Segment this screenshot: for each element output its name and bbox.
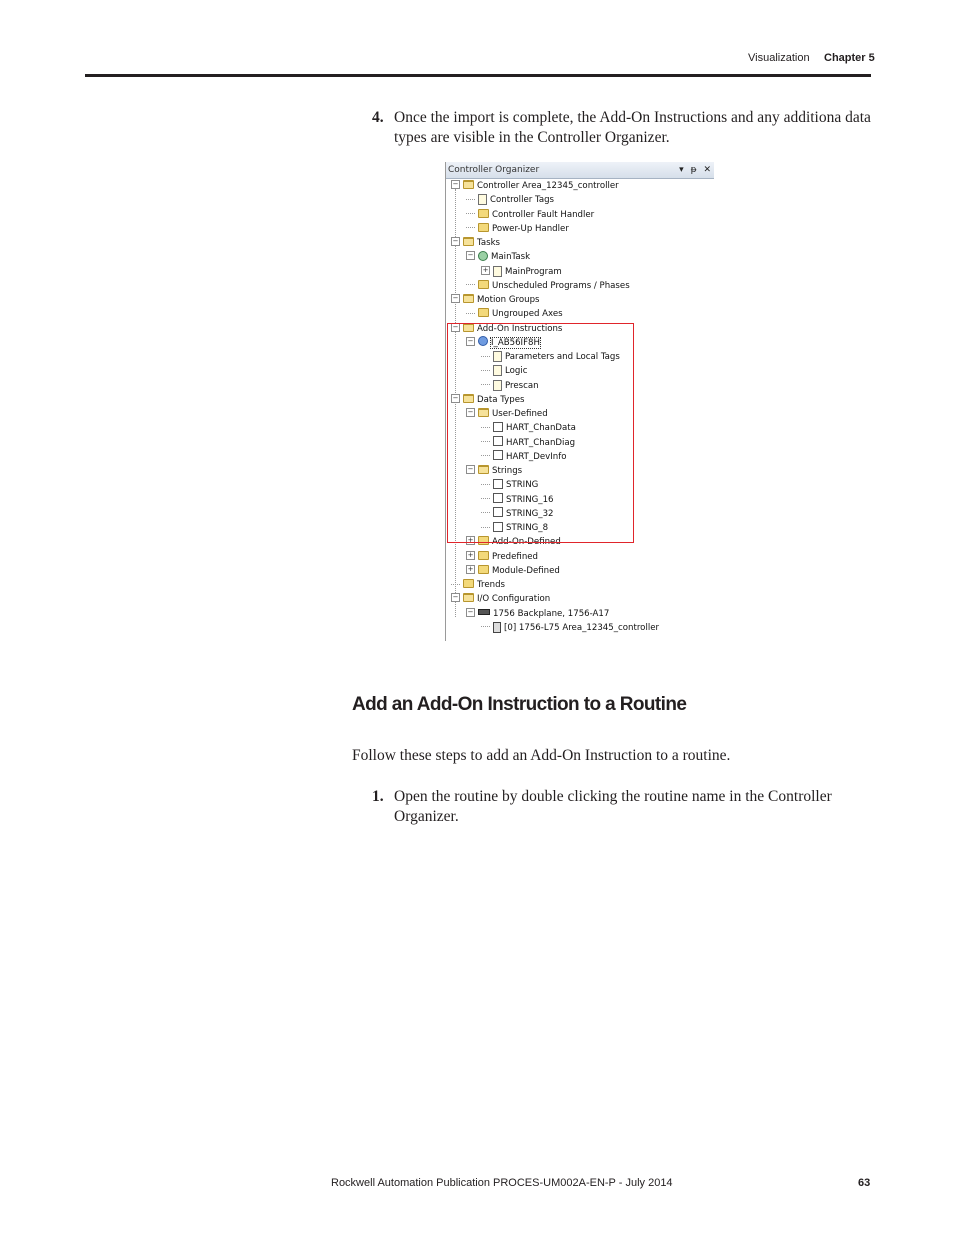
tree-node[interactable]: [466, 208, 594, 222]
header-section-label: Visualization: [748, 52, 810, 64]
aoi-icon: [478, 336, 488, 346]
tree-connector: [481, 434, 490, 442]
controller-organizer-panel: [445, 162, 714, 641]
doc-icon: [493, 380, 502, 391]
tree-connector: [481, 363, 490, 371]
tree-connector: [451, 577, 460, 585]
tree-node[interactable]: [466, 222, 569, 236]
dt-icon: [493, 450, 503, 460]
folder-open-icon: [463, 180, 474, 189]
header-rule: [85, 74, 871, 77]
collapse-icon[interactable]: −: [452, 180, 459, 188]
tree-node[interactable]: [481, 350, 620, 364]
tree-node-label: Logic: [505, 366, 528, 377]
collapse-icon[interactable]: −: [467, 408, 474, 416]
tree-node[interactable]: [481, 450, 567, 464]
collapse-icon[interactable]: −: [452, 593, 459, 602]
tree-connector: [481, 619, 490, 627]
tree-node-label: Ungrouped Axes: [492, 309, 563, 320]
tree-node-label: 1756 Backplane, 1756-A17: [493, 608, 610, 619]
tree-connector: [481, 520, 490, 528]
tree-node[interactable]: [466, 250, 530, 264]
step-4: [372, 108, 872, 148]
tree-node[interactable]: [481, 379, 539, 393]
tree-node-label: STRING: [506, 480, 539, 491]
doc-icon: [493, 351, 502, 362]
step-number: 1.: [372, 788, 384, 805]
dt-icon: [493, 479, 503, 489]
folder-open-icon: [463, 323, 474, 332]
dt-icon: [493, 493, 503, 503]
expand-icon[interactable]: +: [467, 564, 474, 573]
tree-connector: [466, 192, 475, 200]
tree-node[interactable]: [466, 535, 561, 549]
folder-icon: [463, 579, 474, 588]
folder-icon: [478, 223, 489, 232]
tree-node[interactable]: [466, 550, 538, 564]
collapse-icon[interactable]: −: [452, 237, 459, 245]
tree-node[interactable]: [481, 521, 548, 535]
tree-node-label: Prescan: [505, 380, 539, 391]
tree-node-label: Add-On Instructions: [477, 323, 563, 334]
expand-icon[interactable]: +: [467, 550, 474, 559]
tree-node[interactable]: [481, 621, 659, 635]
tree-node-label: Add-On-Defined: [492, 537, 561, 548]
tree-node[interactable]: [481, 265, 562, 279]
folder-icon: [478, 209, 489, 218]
tree-node[interactable]: [466, 307, 563, 321]
tree-node[interactable]: [451, 293, 540, 307]
tree-node-label: STRING_8: [506, 523, 549, 533]
tree-node-label: I_AB56IF8H: [491, 337, 540, 348]
tree-node[interactable]: [466, 279, 630, 293]
footer-page-number: 63: [858, 1177, 871, 1189]
collapse-icon[interactable]: −: [467, 607, 474, 616]
folder-open-icon: [478, 465, 489, 474]
organizer-tree: [446, 179, 714, 641]
tree-node[interactable]: [451, 179, 619, 193]
tree-node-label: MainTask: [491, 252, 531, 263]
folder-open-icon: [463, 294, 474, 303]
folder-icon: [478, 565, 489, 574]
module-icon: [493, 622, 501, 633]
tree-connector: [466, 206, 475, 214]
tree-node-label: I/O Configuration: [477, 594, 551, 605]
dt-icon: [493, 422, 503, 432]
tree-node[interactable]: [451, 578, 505, 592]
collapse-icon[interactable]: −: [452, 294, 459, 302]
tree-node-label: STRING_32: [506, 508, 554, 519]
tree-node[interactable]: [451, 393, 524, 407]
close-icon[interactable]: ✕: [703, 165, 711, 175]
folder-open-icon: [463, 394, 474, 403]
dt-icon: [493, 522, 503, 532]
tree-node-label: Trends: [477, 580, 505, 590]
intro-paragraph: Follow these steps to add an Add-On Instruction to a routine.: [352, 747, 731, 764]
tree-node-label: HART_ChanDiag: [506, 437, 576, 448]
collapse-icon[interactable]: −: [467, 465, 474, 473]
dt-icon: [493, 507, 503, 517]
collapse-icon[interactable]: −: [452, 322, 459, 331]
section-heading: Add an Add-On Instruction to a Routine: [352, 694, 687, 715]
header-chapter-label: Chapter 5: [824, 52, 875, 64]
folder-icon: [478, 280, 489, 289]
tree-node[interactable]: [481, 493, 554, 507]
tree-connector: [481, 420, 490, 428]
footer-publication: Rockwell Automation Publication PROCES-UM002A-EN-P - July 2014: [331, 1177, 673, 1189]
tree-node[interactable]: [481, 507, 554, 521]
tree-node-label: Tasks: [477, 238, 501, 248]
tree-connector: [466, 277, 475, 285]
tree-node-label: Controller Area_12345_controller: [477, 181, 619, 191]
folder-open-icon: [463, 593, 474, 602]
tree-node[interactable]: [466, 193, 554, 207]
tree-node[interactable]: [466, 564, 560, 578]
tree-node[interactable]: [451, 592, 550, 606]
tree-node-label: Motion Groups: [477, 295, 540, 305]
tree-node-label: Parameters and Local Tags: [505, 352, 620, 362]
tree-node-label: Controller Tags: [490, 195, 555, 206]
tree-node-label: User-Defined: [492, 409, 548, 419]
panel-title: Controller Organizer: [448, 165, 540, 175]
tree-connector: [481, 448, 490, 456]
rack-icon: [478, 609, 490, 615]
tree-node[interactable]: [466, 407, 548, 421]
tree-node[interactable]: [451, 322, 562, 336]
tree-connector: [481, 349, 490, 357]
folder-icon: [478, 551, 489, 560]
tree-connector: [466, 306, 475, 314]
folder-icon: [478, 308, 489, 317]
tree-connector: [466, 220, 475, 228]
tree-node[interactable]: [481, 436, 575, 450]
tree-node-label: STRING_16: [506, 494, 554, 505]
tree-connector: [481, 505, 490, 513]
step-1: [372, 787, 872, 827]
tree-node-label: HART_ChanData: [506, 423, 576, 434]
folder-open-icon: [463, 237, 474, 246]
expand-icon[interactable]: +: [482, 265, 489, 274]
tree-node-label: MainProgram: [505, 266, 562, 277]
tree-node-label: Strings: [492, 466, 523, 476]
tree-node[interactable]: [466, 336, 540, 350]
tree-connector: [481, 477, 490, 485]
tree-node-label: Controller Fault Handler: [492, 209, 595, 220]
tree-connector: [481, 377, 490, 385]
expand-icon[interactable]: +: [467, 536, 474, 545]
dropdown-icon[interactable]: ▾: [679, 165, 684, 175]
step-text: Once the import is complete, the Add-On Instructions and any additiona data types are visible in the Controller Organizer.: [394, 109, 871, 146]
tree-node-label: Module-Defined: [492, 565, 560, 576]
step-text: Open the routine by double clicking the routine name in the Controller Organizer.: [394, 788, 832, 825]
tree-node[interactable]: [451, 236, 500, 250]
folder-icon: [478, 536, 489, 545]
tree-node-label: HART_DevInfo: [506, 451, 567, 462]
tree-connector: [481, 491, 490, 499]
collapse-icon[interactable]: −: [452, 393, 459, 402]
tree-node[interactable]: [481, 421, 576, 435]
tree-node-label: Unscheduled Programs / Phases: [492, 280, 630, 291]
doc-icon: [493, 365, 502, 376]
pin-icon[interactable]: ᵽ: [690, 165, 697, 175]
doc-icon: [478, 194, 487, 205]
step-number: 4.: [372, 109, 384, 126]
doc-icon: [493, 266, 502, 277]
dt-icon: [493, 436, 503, 446]
tree-node-label: Data Types: [477, 394, 525, 405]
folder-open-icon: [478, 408, 489, 417]
panel-title-bar: [446, 162, 714, 179]
tree-node-label: Predefined: [492, 551, 539, 562]
tree-node-label: Power-Up Handler: [492, 223, 569, 234]
task-icon: [478, 251, 488, 261]
collapse-icon[interactable]: −: [467, 251, 474, 260]
tree-node[interactable]: [466, 464, 522, 478]
panel-buttons: [675, 162, 711, 178]
tree-node-label: [0] 1756-L75 Area_12345_controller: [504, 622, 660, 633]
collapse-icon[interactable]: −: [467, 336, 474, 345]
